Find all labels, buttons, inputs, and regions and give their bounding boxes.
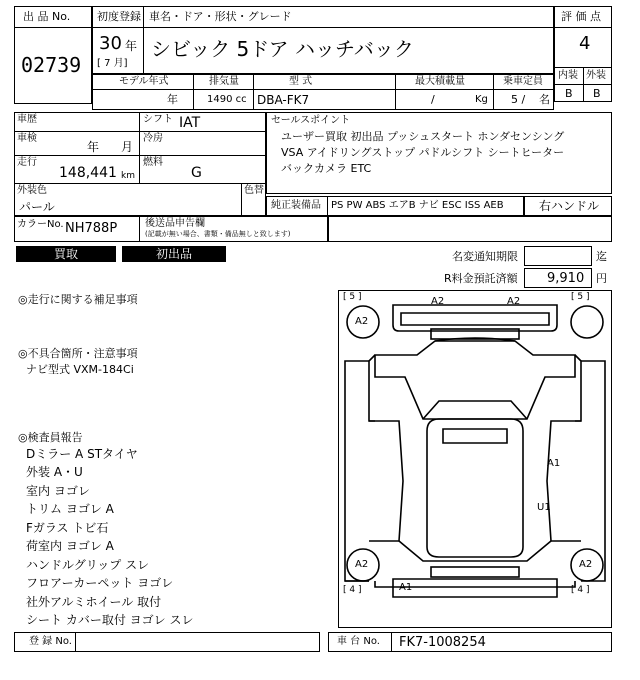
inspector-line: トリム ヨゴレ A <box>26 502 114 516</box>
tread-rear-right: [ 4 ] <box>571 585 590 595</box>
tread-front-right: [ 5 ] <box>571 292 590 302</box>
capacity-value: 5 / <box>511 93 526 106</box>
inspector-line: ハンドルグリップ スレ <box>26 558 150 572</box>
sales-point-label: セールスポイント <box>271 115 351 126</box>
first-reg-year-unit: 年 <box>125 39 138 53</box>
inspection-label: 車検 <box>17 133 37 144</box>
interior-grade: B <box>565 87 573 100</box>
first-reg-year: 30 <box>99 33 122 54</box>
score-label: 評 価 点 <box>561 10 601 23</box>
after-docs-note: (記載が無い場合、書類・備品無しと致します) <box>145 230 291 238</box>
fuel-label: 燃料 <box>143 157 163 168</box>
steering-box <box>524 196 612 216</box>
score-box <box>554 6 612 102</box>
sales-point-box <box>266 112 612 194</box>
steering-value: 右ハンドル <box>539 199 600 213</box>
equipment-box <box>266 196 524 216</box>
blank-row <box>328 216 612 242</box>
tread-front-left: [ 5 ] <box>343 292 362 302</box>
max-load-unit: Kg <box>475 94 488 105</box>
capacity-label: 乗車定員 <box>503 76 543 87</box>
defects-line-1: ナビ型式 VXM-184Ci <box>26 363 134 376</box>
model-label: 車名・ドア・形状・グレード <box>149 10 292 23</box>
inspection-month: 月 <box>121 140 134 154</box>
tag-kaitori: 買取 <box>16 246 116 262</box>
vehicle-info-box <box>14 112 266 216</box>
car-outline <box>339 291 611 627</box>
mark-wheel-rear-right: A2 <box>579 559 593 570</box>
color-no-box <box>14 216 328 242</box>
mark-right-side-u1: U1 <box>537 502 551 513</box>
sales-line-1: ユーザー買取 初出品 プッシュスタート ホンダセンシング <box>281 130 565 143</box>
exterior-grade: B <box>593 87 601 100</box>
color-change-label: 色替 <box>244 185 264 196</box>
mark-wheel-front-left: A2 <box>355 316 369 327</box>
name-change-unit: 迄 <box>596 250 607 263</box>
lot-number-box <box>14 6 92 104</box>
mark-front-bumper-left: A2 <box>431 296 445 307</box>
exterior-label: 外装 <box>586 70 606 81</box>
car-name: シビック 5ドア ハッチバック <box>151 37 414 61</box>
defects-label: ◎不具合箇所・注意事項 <box>18 347 138 360</box>
name-change-field <box>524 246 592 266</box>
inspector-line: 外装 A・U <box>26 465 83 479</box>
inspector-line: シート カバー取付 ヨゴレ スレ <box>26 613 194 627</box>
mileage-unit: km <box>121 171 135 181</box>
shift-value: IAT <box>179 115 201 131</box>
mark-rear-bumper: A1 <box>399 582 413 593</box>
score-value: 4 <box>579 33 591 54</box>
shift-label: シフト <box>143 114 173 125</box>
mark-right-side-a1: A1 <box>547 458 561 469</box>
recycle-unit: 円 <box>596 272 607 285</box>
specs-row <box>92 74 554 110</box>
max-load-value: / <box>431 93 435 106</box>
ac-label: 冷房 <box>143 133 163 144</box>
sales-line-2: VSA アイドリングストップ パドルシフト シートヒーター <box>281 146 565 159</box>
model-box <box>92 6 554 74</box>
inspector-line: Fガラス トビ石 <box>26 521 109 535</box>
recycle-value: 9,910 <box>547 271 585 286</box>
recycle-label: R料金預託済額 <box>444 272 518 285</box>
sales-line-3: バックカメラ ETC <box>281 162 372 175</box>
model-year-label: モデル年式 <box>119 76 169 87</box>
max-load-label: 最大積載量 <box>415 76 465 87</box>
chassis-no-value: FK7-1008254 <box>399 635 486 650</box>
first-reg-month: [ 7 月] <box>97 58 128 69</box>
color-no-value: NH788P <box>65 221 118 236</box>
tag-hatsushuppin: 初出品 <box>122 246 226 262</box>
inspector-line: 荷室内 ヨゴレ A <box>26 539 114 553</box>
inspector-line: 社外アルミホイール 取付 <box>26 595 162 609</box>
history-label: 車歴 <box>17 114 37 125</box>
equip-list: PS PW ABS エアB ナビ ESC ISS AEB <box>331 200 504 211</box>
mark-front-bumper-right: A2 <box>507 296 521 307</box>
displacement-label: 排気量 <box>209 76 239 87</box>
first-reg-label: 初度登録 <box>97 10 141 23</box>
color-no-label: カラーNo. <box>17 219 64 230</box>
fuel-value: G <box>191 165 202 181</box>
capacity-unit: 名 <box>539 93 550 106</box>
mark-wheel-rear-left: A2 <box>355 559 369 570</box>
chassis-no-label: 車 台 No. <box>337 636 380 647</box>
car-diagram <box>338 290 612 628</box>
inspector-line: フロアーカーペット ヨゴレ <box>26 576 174 590</box>
lot-number: 02739 <box>21 53 82 77</box>
inspector-label: ◎検査員報告 <box>18 431 83 444</box>
model-year-unit: 年 <box>167 93 178 106</box>
recycle-field <box>524 268 592 288</box>
after-docs-label: 後送品申告欄 <box>145 218 205 229</box>
color-label: 外装色 <box>17 185 47 196</box>
mileage-value: 148,441 <box>59 165 117 181</box>
mileage-label: 走行 <box>17 157 37 168</box>
inspector-line: 室内 ヨゴレ <box>26 484 90 498</box>
interior-label: 内装 <box>558 70 578 81</box>
type-label: 型 式 <box>289 76 313 87</box>
name-change-label: 名変通知期限 <box>452 250 518 263</box>
type-value: DBA-FK7 <box>257 93 310 107</box>
chassis-no-box <box>328 632 612 652</box>
tread-rear-left: [ 4 ] <box>343 585 362 595</box>
reg-no-box <box>14 632 320 652</box>
inspector-line: Dミラー A STタイヤ <box>26 447 138 461</box>
lot-label: 出 品 No. <box>23 10 71 23</box>
inspection-year: 年 <box>87 140 100 154</box>
reg-no-label: 登 録 No. <box>29 636 72 647</box>
color-value: パール <box>19 200 55 214</box>
equip-label: 純正装備品 <box>271 200 321 211</box>
displacement-value: 1490 cc <box>207 94 247 105</box>
driving-notes-label: ◎走行に関する補足事項 <box>18 293 138 306</box>
